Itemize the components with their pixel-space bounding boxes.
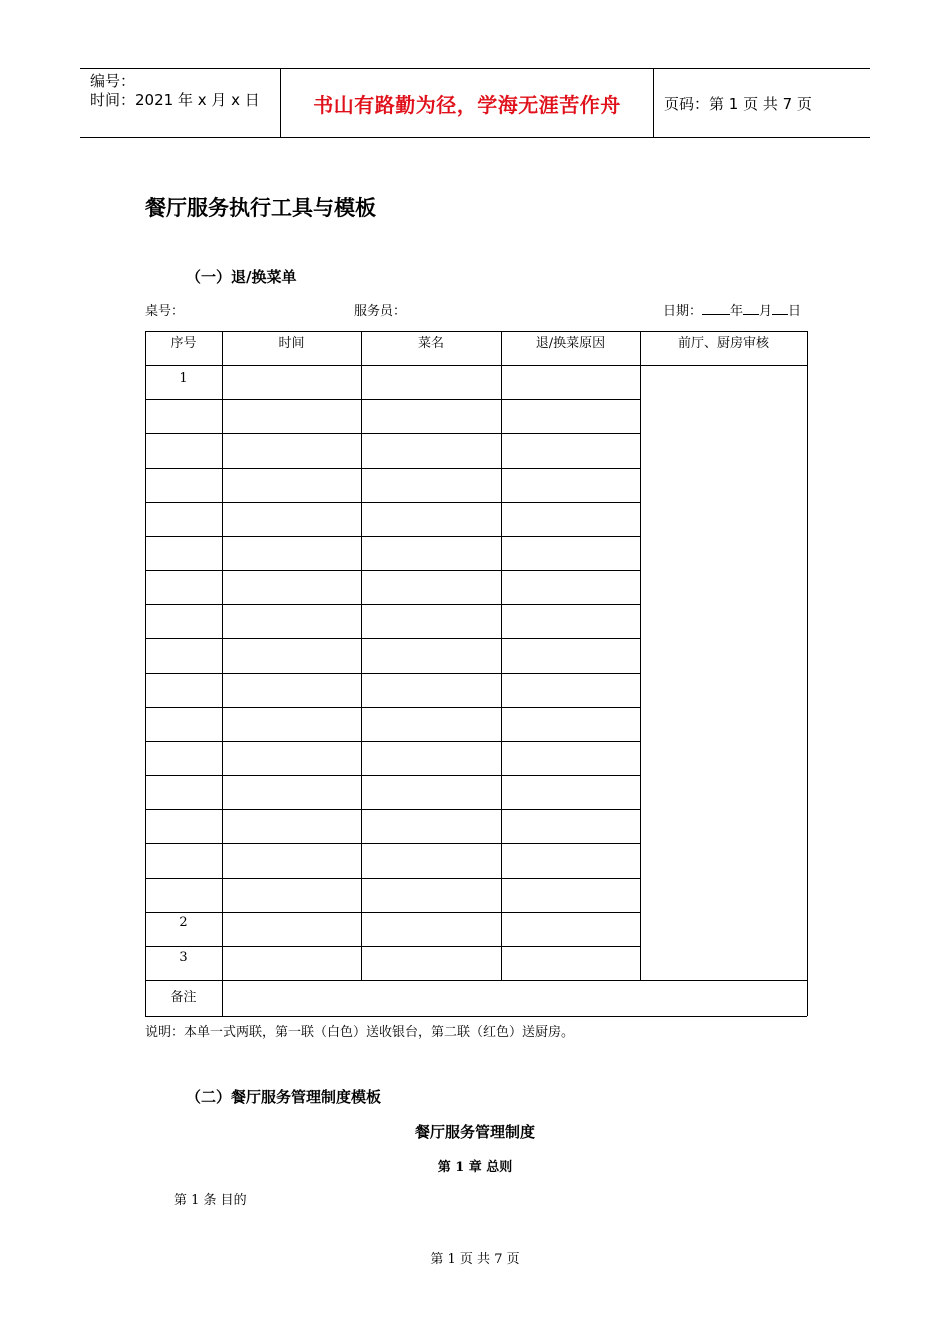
table-rule [145,741,640,742]
row-number-3: 3 [179,950,188,965]
date-month-blank [743,302,759,315]
header-page-info: 页码：第 1 页 共 7 页 [664,95,812,113]
table-rule [640,331,641,980]
table-rule [145,946,640,947]
page-header [80,68,870,138]
date-label: 日期： [663,304,703,319]
date-month-label: 月 [759,304,773,319]
table-rule [145,980,807,981]
table-rule [145,570,640,571]
table-rule [501,331,502,980]
row-number-1: 1 [179,371,188,386]
section-heading-return-exchange: （一）退/换菜单 [186,268,297,286]
document-title: 餐厅服务执行工具与模板 [145,195,376,220]
server-label: 服务员： [354,304,407,319]
page-footer: 第 1 页 共 7 页 [430,1252,520,1267]
table-rule [145,468,640,469]
header-meta [90,72,280,110]
table-rule [145,638,640,639]
table-rule [145,365,807,366]
table-rule [145,536,640,537]
date-field [663,300,801,319]
table-rule [361,331,362,980]
date-year-blank [702,302,730,315]
table-rule [145,399,640,400]
date-day-label: 日 [788,304,802,319]
article-heading: 第 1 条 目的 [174,1193,247,1208]
table-rule [145,433,640,434]
date-day-blank [772,302,788,315]
date-year-label: 年 [730,304,744,319]
remarks-label: 备注 [170,990,197,1005]
header-motto: 书山有路勤为径，学海无涯苦作舟 [313,93,621,117]
table-rule [145,912,640,913]
column-header-approval: 前厅、厨房审核 [677,336,769,351]
column-header-index: 序号 [170,336,197,351]
header-time-label: 时间：2021 年 x 月 x 日 [90,91,260,109]
table-rule [145,604,640,605]
table-rule [145,775,640,776]
table-rule [145,1016,807,1017]
table-rule [807,331,808,1016]
table-rule [145,809,640,810]
table-rule [145,673,640,674]
table-rule [145,707,640,708]
table-rule [145,502,640,503]
row-number-2: 2 [179,915,188,930]
regulation-title: 餐厅服务管理制度 [414,1123,535,1141]
form-note: 说明：本单一式两联，第一联（白色）送收银台，第二联（红色）送厨房。 [145,1025,575,1040]
column-header-dish: 菜名 [417,336,444,351]
table-rule [222,331,223,1016]
return-exchange-table [145,331,807,1016]
table-rule [145,878,640,879]
header-number-label: 编号： [90,72,136,90]
table-number-label: 桌号： [145,304,185,319]
table-rule [145,331,807,332]
column-header-reason: 退/换菜原因 [535,336,606,351]
header-divider [653,69,654,137]
table-rule [145,843,640,844]
section-heading-management: （二）餐厅服务管理制度模板 [186,1088,382,1106]
chapter-heading: 第 1 章 总则 [437,1160,513,1175]
column-header-time: 时间 [278,336,305,351]
